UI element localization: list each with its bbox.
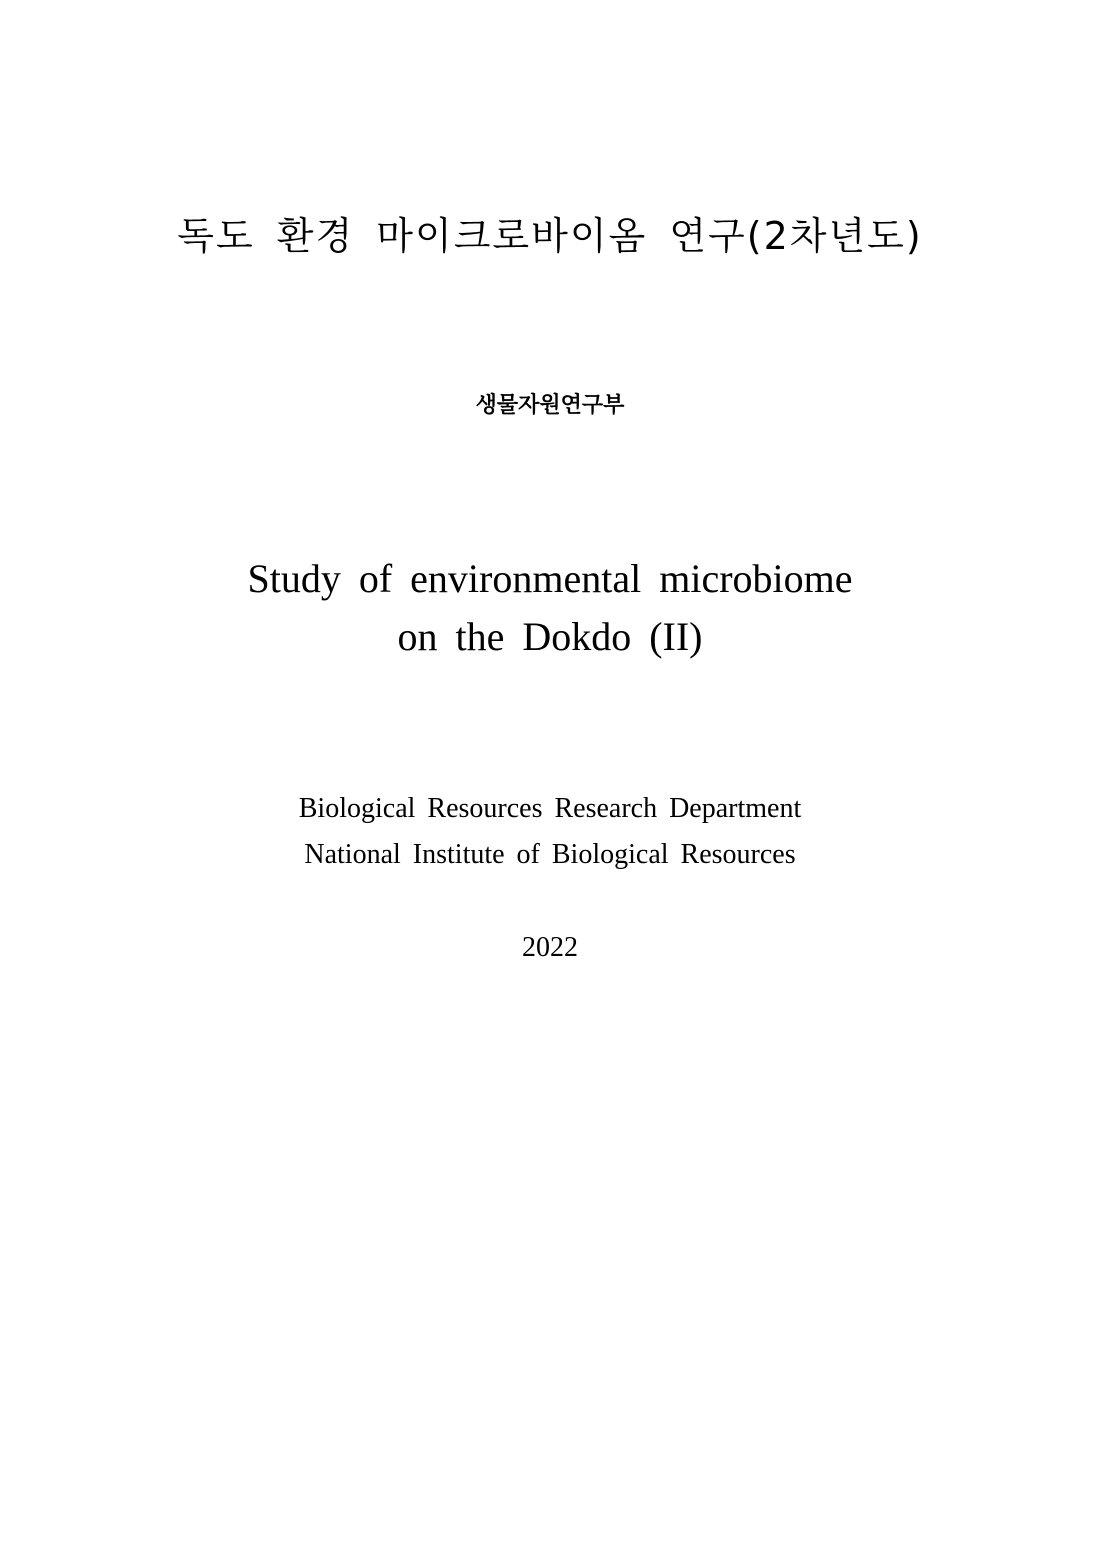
korean-title: 독도 환경 마이크로바이옴 연구(2차년도) <box>177 214 923 258</box>
english-title-line-2: on the Dokdo (II) <box>397 614 703 659</box>
english-title-line-1: Study of environmental microbiome <box>247 556 853 601</box>
english-department: Biological Resources Research Department <box>298 793 802 824</box>
english-institute: National Institute of Biological Resources <box>304 839 796 870</box>
korean-department: 생물자원연구부 <box>475 393 625 418</box>
publication-year: 2022 <box>522 932 578 963</box>
